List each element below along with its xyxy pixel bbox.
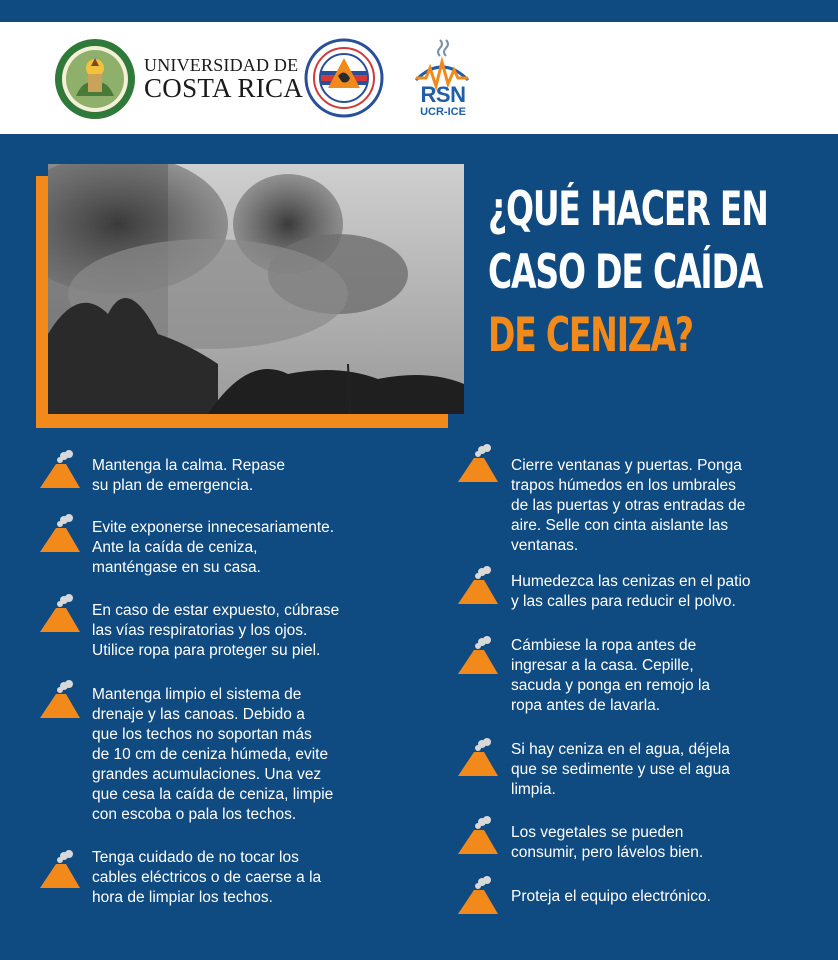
list-item [92,456,432,496]
rsn-subname: UCR-ICE [420,106,466,118]
list-item [92,685,432,825]
tip-text: Mantenga limpio el sistema de drenaje y las canoas. Debido a que los techos no soportan más de 10 cm de ceniza húmeda, evite grandes acumulaciones. Una vez que cesa la caída de ceniza, limpie con escoba o pala los techos. [92,686,334,823]
volcano-icon [38,514,82,554]
tip-text: Cierre ventanas y puertas. Ponga trapos húmedos en los umbrales de las puertas y otras entradas de aire. Selle con cinta aislante las ventanas. [511,457,746,554]
list-item [92,518,432,578]
volcano-icon [38,594,82,634]
tip-text: Evite exponerse innecesariamente. Ante la caída de ceniza, manténgase en su casa. [92,519,335,576]
header [0,22,838,134]
volcano-icon [456,876,500,916]
volcano-icon [456,566,500,606]
list-item [92,601,432,661]
main-title [488,178,818,367]
tip-text: Proteja el equipo electrónico. [511,888,711,905]
tip-text: Cámbiese la ropa antes de ingresar a la casa. Cepille, sacuda y ponga en remojo la ropa antes de lavarla. [511,637,711,714]
tip-text: Humedezca las cenizas en el patio y las calles para reducir el polvo. [511,573,751,610]
tip-text: Si hay ceniza en el agua, déjela que se sedimente y use el agua limpia. [511,741,730,798]
title-line3: DE CENIZA? [488,308,693,363]
ucr-wordmark [144,56,303,102]
volcano-icon [456,444,500,484]
list-item [511,740,831,800]
volcano-icon [456,636,500,676]
volcano-icon [38,680,82,720]
volcano-icon [456,738,500,778]
tip-text: Tenga cuidado de no tocar los cables eléctricos o de caerse a la hora de limpiar los techos. [92,849,322,906]
cne-seal-logo [304,38,384,118]
rsn-name: RSN [420,82,466,107]
ucr-seal-logo [54,38,136,120]
rsn-wordmark [414,84,472,118]
title-line1: ¿QUÉ HACER EN [488,182,768,237]
list-item [511,456,831,556]
list-item [511,636,831,716]
ash-cloud-photo [48,164,464,414]
top-band [0,0,838,22]
tip-text: Mantenga la calma. Repase su plan de emergencia. [92,457,286,494]
volcano-icon [38,850,82,890]
list-item [511,572,831,612]
list-item [511,823,831,863]
tip-text: En caso de estar expuesto, cúbrase las vías respiratorias y los ojos. Utilice ropa para proteger su piel. [92,602,340,659]
volcano-icon [456,816,500,856]
list-item [511,887,831,907]
list-item [92,848,432,908]
tip-text: Los vegetales se pueden consumir, pero lávelos bien. [511,824,704,861]
volcano-icon [38,450,82,490]
title-line2: CASO DE CAÍDA [488,245,763,300]
ucr-name-line2: COSTA RICA [144,73,304,103]
ucr-name-line1: UNIVERSIDAD DE [144,55,299,75]
